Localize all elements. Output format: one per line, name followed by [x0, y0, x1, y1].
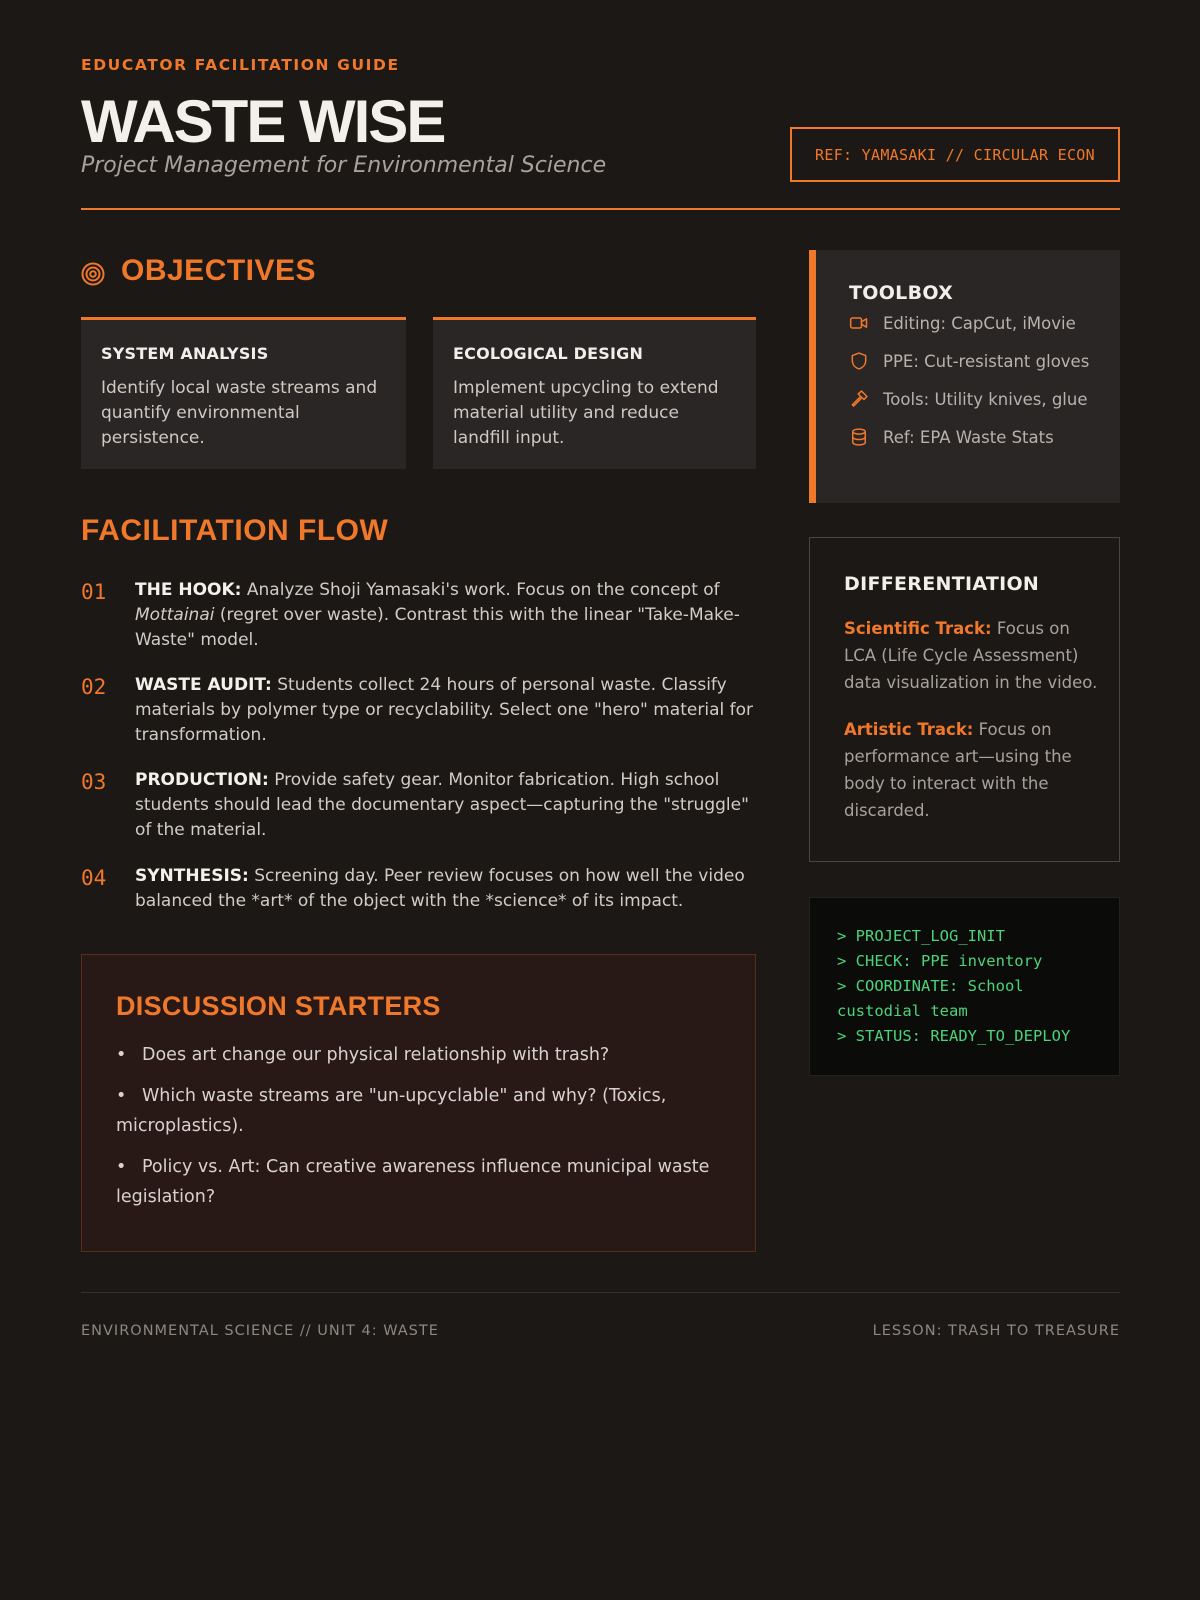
step-body: Screening day. Peer review focuses on how well the video balanced the *art* of the object with the *science* of its impact. [135, 866, 745, 911]
list-item [116, 1040, 721, 1070]
footer-divider [81, 1292, 1120, 1293]
bullet-icon: • [116, 1086, 127, 1106]
page-subtitle: Project Management for Environmental Science [81, 153, 607, 178]
toolbox-item-label: PPE: Cut-resistant gloves [883, 351, 1090, 371]
objective-text: Implement upcycling to extend material utility and reduce landfill input. [453, 378, 719, 448]
step-emphasis: Mottainai [135, 605, 215, 625]
step-body: Provide safety gear. Monitor fabrication. High school students should lead the documentary aspect—capturing the "struggle" of the material. [135, 770, 749, 840]
footer-unit-label: ENVIRONMENTAL SCIENCE // UNIT 4: WASTE [81, 1323, 439, 1339]
bullet-icon: • [116, 1157, 127, 1177]
discussion-starters-panel [81, 954, 756, 1252]
discussion-question: Which waste streams are "un-upcyclable" and why? (Toxics, microplastics). [116, 1086, 667, 1136]
objective-text: Identify local waste streams and quantify environmental persistence. [101, 378, 378, 448]
step-label: SYNTHESIS: [135, 866, 249, 886]
toolbox-item-label: Ref: EPA Waste Stats [883, 427, 1054, 447]
discussion-question: Does art change our physical relationship with trash? [142, 1045, 610, 1065]
track-text: Focus on performance art—using the body to interact with the discarded. [844, 720, 1072, 820]
list-item [116, 1152, 721, 1212]
terminal-line: > COORDINATE: School custodial team [837, 977, 1033, 1020]
step-number: 01 [81, 580, 107, 604]
page-title: WASTE WISE [81, 88, 445, 155]
objectives-heading: OBJECTIVES [121, 254, 317, 287]
artistic-track [844, 716, 1099, 824]
step-body: Analyze Shoji Yamasaki's work. Focus on the concept of [241, 580, 720, 600]
footer-lesson-label: LESSON: TRASH TO TREASURE [872, 1323, 1120, 1339]
guide-page [81, 0, 1120, 1600]
database-icon [849, 427, 869, 447]
objective-card-ecological-design [433, 317, 756, 469]
differentiation-panel [809, 537, 1120, 862]
scientific-track [844, 615, 1099, 696]
list-item [116, 1081, 721, 1141]
track-text: Focus on LCA (Life Cycle Assessment) data visualization in the video. [844, 619, 1098, 692]
toolbox-item-reference [849, 418, 1120, 456]
step-label: PRODUCTION: [135, 770, 269, 790]
step-text [135, 578, 756, 653]
toolbox-item-tools [849, 380, 1120, 418]
step-text [135, 864, 756, 914]
step-number: 03 [81, 770, 107, 794]
video-camera-icon [849, 313, 869, 333]
reference-badge: REF: YAMASAKI // CIRCULAR ECON [790, 127, 1120, 182]
step-body: Students collect 24 hours of personal waste. Classify materials by polymer type or recyclability. Select one "hero" material for transformation. [135, 675, 753, 745]
track-label: Scientific Track: [844, 619, 992, 638]
toolbox-heading: TOOLBOX [849, 282, 954, 304]
eyebrow-label: EDUCATOR FACILITATION GUIDE [81, 56, 400, 74]
step-label: WASTE AUDIT: [135, 675, 272, 695]
step-text [135, 768, 756, 843]
toolbox-panel [809, 250, 1120, 503]
shield-icon [849, 351, 869, 371]
toolbox-item-label: Editing: CapCut, iMovie [883, 313, 1076, 333]
bullet-icon: • [116, 1045, 127, 1065]
step-label: THE HOOK: [135, 580, 242, 600]
step-number: 04 [81, 866, 107, 890]
track-label: Artistic Track: [844, 720, 974, 739]
discussion-list [116, 1040, 721, 1212]
step-text [135, 673, 756, 748]
toolbox-item-label: Tools: Utility knives, glue [883, 389, 1088, 409]
hammer-icon [849, 389, 869, 409]
discussion-question: Policy vs. Art: Can creative awareness influence municipal waste legislation? [116, 1157, 710, 1207]
terminal-line: > CHECK: PPE inventory [837, 952, 1043, 970]
target-icon [81, 262, 105, 286]
discussion-heading: DISCUSSION STARTERS [116, 991, 441, 1021]
objective-title: ECOLOGICAL DESIGN [453, 344, 644, 363]
project-log-terminal [809, 897, 1120, 1076]
toolbox-item-editing [849, 304, 1120, 342]
objective-card-system-analysis [81, 317, 406, 469]
terminal-line: > STATUS: READY_TO_DEPLOY [837, 1027, 1071, 1045]
step-body-cont: (regret over waste). Contrast this with the linear "Take-Make-Waste" model. [135, 605, 740, 650]
differentiation-heading: DIFFERENTIATION [844, 573, 1040, 595]
terminal-line: > PROJECT_LOG_INIT [837, 927, 1005, 945]
objective-title: SYSTEM ANALYSIS [101, 344, 269, 363]
header-divider [81, 208, 1120, 210]
step-number: 02 [81, 675, 107, 699]
toolbox-item-ppe [849, 342, 1120, 380]
facilitation-flow-heading: FACILITATION FLOW [81, 514, 389, 547]
